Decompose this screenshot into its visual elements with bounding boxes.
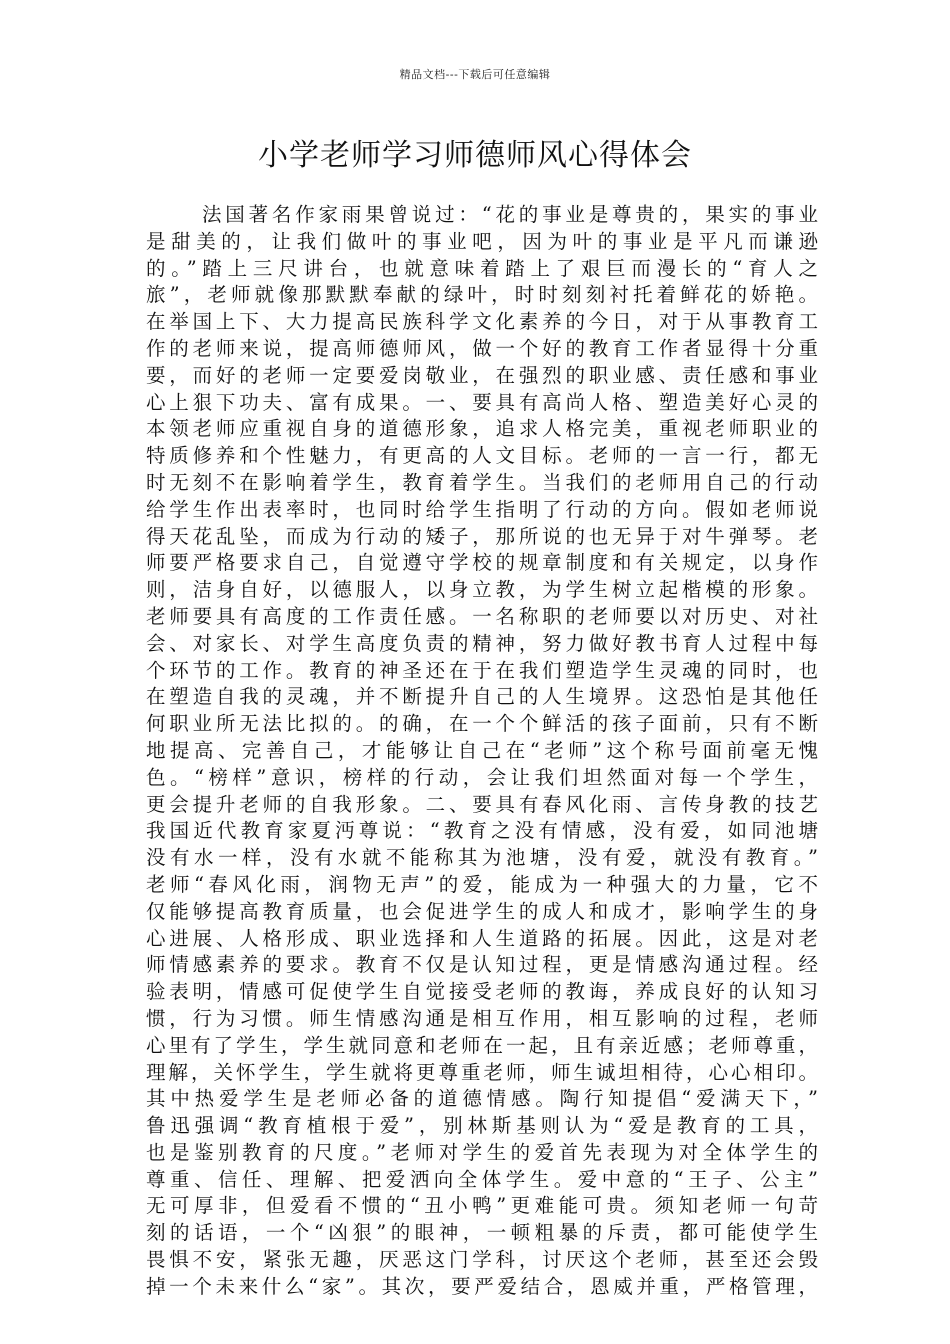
body-line: 则，洁身自好，以德服人，以身立教，为学生树立起楷模的形象。 <box>146 578 818 602</box>
body-line: 作的老师来说，提高师德师风，做一个好的教育工作者显得十分重 <box>146 336 818 360</box>
body-line: 老师要具有高度的工作责任感。一名称职的老师要以对历史、对社 <box>146 604 818 628</box>
body-line: 畏惧不安，紧张无趣，厌恶这门学科，讨厌这个老师，甚至还会毁 <box>146 1248 818 1272</box>
body-line: 其中热爱学生是老师必备的道德情感。陶行知提倡“爱满天下，” <box>146 1087 818 1111</box>
body-line: 仅能够提高教育质量，也会促进学生的成人和成才，影响学生的身 <box>146 899 818 923</box>
body-line: 理解，关怀学生，学生就将更尊重老师，师生诚坦相待，心心相印。 <box>146 1060 818 1084</box>
body-line: 也是鉴别教育的尺度。”老师对学生的爱首先表现为对全体学生的 <box>146 1140 818 1164</box>
body-line: 无可厚非，但爱看不惯的“丑小鸭”更难能可贵。须知老师一句苛 <box>146 1194 818 1218</box>
document-title: 小学老师学习师德师风心得体会 <box>258 138 692 173</box>
body-line: 师情感素养的要求。教育不仅是认知过程，更是情感沟通过程。经 <box>146 953 818 977</box>
body-paragraph <box>146 202 818 1301</box>
body-line: 是甜美的，让我们做叶的事业吧，因为叶的事业是平凡而谦逊 <box>146 229 818 253</box>
body-line: 在举国上下、大力提高民族科学文化素养的今日，对于从事教育工 <box>146 310 818 334</box>
body-line: 要，而好的老师一定要爱岗敬业，在强烈的职业感、责任感和事业 <box>146 363 818 387</box>
body-line: 旅”，老师就像那默默奉献的绿叶，时时刻刻衬托着鲜花的娇艳。 <box>146 283 818 307</box>
body-line: 会、对家长、对学生高度负责的精神，努力做好教书育人过程中每 <box>146 631 818 655</box>
body-line: 鲁迅强调“教育植根于爱”，别林斯基则认为“爱是教育的工具， <box>146 1114 818 1138</box>
body-line: 心进展、人格形成、职业选择和人生道路的拓展。因此，这是对老 <box>146 926 818 950</box>
body-line: 地提高、完善自己，才能够让自己在“老师”这个称号面前毫无愧 <box>146 738 818 762</box>
header-note: 精品文档---下载后可任意编辑 <box>399 68 551 81</box>
body-line: 在塑造自我的灵魂，并不断提升自己的人生境界。这恐怕是其他任 <box>146 685 818 709</box>
body-line: 我国近代教育家夏沔尊说：“教育之没有情感，没有爱，如同池塘 <box>146 819 818 843</box>
body-line: 的。”踏上三尺讲台，也就意味着踏上了艰巨而漫长的“育人之 <box>146 256 818 280</box>
body-line: 得天花乱坠，而成为行动的矮子，那所说的也无异于对牛弹琴。老 <box>146 524 818 548</box>
body-line: 掉一个未来什么“家”。其次，要严爱结合，恩威并重，严格管理， <box>146 1274 818 1298</box>
body-line: 心里有了学生，学生就同意和老师在一起，且有亲近感；老师尊重， <box>146 1033 818 1057</box>
body-line: 没有水一样，没有水就不能称其为池塘，没有爱，就没有教育。” <box>146 846 818 870</box>
body-line: 刻的话语，一个“凶狠”的眼神，一顿粗暴的斥责，都可能使学生 <box>146 1221 818 1245</box>
body-line: 特质修养和个性魅力，有更高的人文目标。老师的一言一行，都无 <box>146 444 818 468</box>
body-line: 心上狠下功夫、富有成果。一、要具有高尚人格、塑造美好心灵的 <box>146 390 818 414</box>
body-line: 个环节的工作。教育的神圣还在于在我们塑造学生灵魂的同时，也 <box>146 658 818 682</box>
body-line: 色。“榜样”意识，榜样的行动，会让我们坦然面对每一个学生， <box>146 765 818 789</box>
body-line: 老师“春风化雨，润物无声”的爱，能成为一种强大的力量，它不 <box>146 872 818 896</box>
body-line: 师要严格要求自己，自觉遵守学校的规章制度和有关规定，以身作 <box>146 551 818 575</box>
body-line: 本领老师应重视自身的道德形象，追求人格完美，重视老师职业的 <box>146 417 818 441</box>
body-line: 给学生作出表率时，也同时给学生指明了行动的方向。假如老师说 <box>146 497 818 521</box>
body-line: 时无刻不在影响着学生，教育着学生。当我们的老师用自己的行动 <box>146 470 818 494</box>
body-line: 法国著名作家雨果曾说过：“花的事业是尊贵的，果实的事业 <box>202 203 818 226</box>
body-line: 尊重、信任、理解、把爱洒向全体学生。爱中意的“王子、公主” <box>146 1167 818 1191</box>
body-line: 何职业所无法比拟的。的确，在一个个鲜活的孩子面前，只有不断 <box>146 712 818 736</box>
body-line: 更会提升老师的自我形象。二、要具有春风化雨、言传身教的技艺 <box>146 792 818 816</box>
body-line: 验表明，情感可促使学生自觉接受老师的教诲，养成良好的认知习 <box>146 980 818 1004</box>
body-line: 惯，行为习惯。师生情感沟通是相互作用，相互影响的过程，老师 <box>146 1006 818 1030</box>
